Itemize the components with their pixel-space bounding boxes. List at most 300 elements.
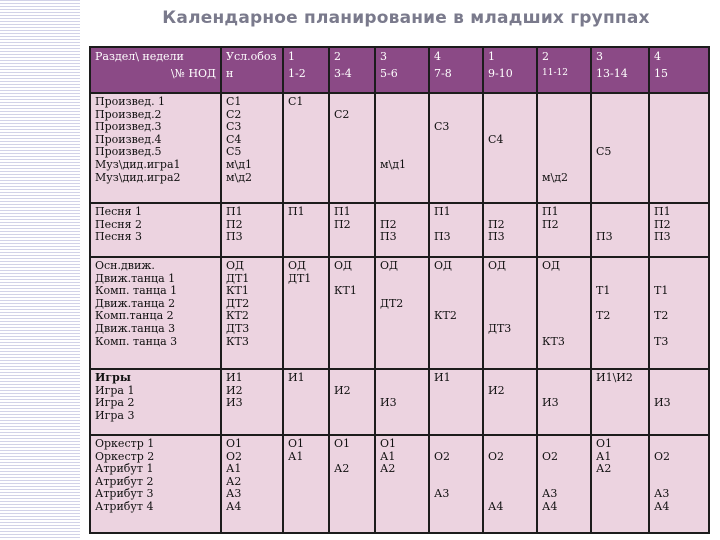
cell-line: С5 bbox=[226, 146, 242, 159]
cell-line bbox=[650, 172, 708, 185]
cell-line: ДТ2 bbox=[226, 297, 250, 310]
cell-line bbox=[650, 273, 708, 286]
cell-line bbox=[222, 410, 282, 423]
cell-line: А4 bbox=[488, 500, 504, 513]
cell-line: Игра 2 bbox=[95, 397, 135, 410]
cell-line bbox=[650, 323, 708, 336]
cell-line: Атрибут 4 bbox=[95, 500, 154, 513]
cell-line: П3 bbox=[596, 231, 613, 244]
cell-line bbox=[592, 397, 648, 410]
cell-line bbox=[538, 231, 590, 244]
cell-line bbox=[284, 397, 328, 410]
cell-line: м\д2 bbox=[226, 171, 253, 184]
cell-line: П2 bbox=[542, 218, 559, 231]
cell-line bbox=[430, 134, 482, 147]
cell-line: Муз\дид.игра1 bbox=[95, 158, 181, 171]
cell-line: м\д1 bbox=[380, 158, 407, 171]
week-plan-cell bbox=[649, 203, 709, 257]
cell-line bbox=[592, 410, 648, 423]
header-conditions-sublabel: н bbox=[226, 67, 234, 80]
cell-line bbox=[538, 410, 590, 423]
section-codes-cell bbox=[221, 369, 283, 435]
cell-line bbox=[650, 159, 708, 172]
cell-line bbox=[430, 463, 482, 476]
week-plan-cell bbox=[537, 369, 591, 435]
cell-line: м\д1 bbox=[226, 158, 253, 171]
cell-line: С2 bbox=[334, 108, 350, 121]
cell-line bbox=[484, 410, 536, 423]
cell-line bbox=[284, 285, 328, 298]
cell-line: А1 bbox=[288, 450, 304, 463]
cell-line: Атрибут 1 bbox=[95, 463, 154, 476]
cell-line: А2 bbox=[380, 463, 396, 476]
cell-line bbox=[330, 146, 374, 159]
cell-line bbox=[430, 336, 482, 349]
header-month-number: 3 bbox=[380, 50, 387, 63]
cell-line bbox=[538, 323, 590, 336]
cell-line bbox=[330, 121, 374, 134]
week-plan-cell bbox=[537, 203, 591, 257]
cell-line bbox=[330, 310, 374, 323]
section-labels-cell bbox=[90, 203, 221, 257]
week-plan-cell bbox=[537, 435, 591, 533]
cell-line bbox=[430, 298, 482, 311]
cell-line: Произвед. 1 bbox=[95, 96, 166, 108]
cell-line bbox=[284, 298, 328, 311]
cell-line bbox=[376, 146, 428, 159]
cell-line: С4 bbox=[226, 133, 242, 146]
cell-line: О2 bbox=[542, 450, 559, 463]
cell-line: П3 bbox=[488, 231, 505, 244]
cell-line bbox=[484, 96, 536, 109]
cell-line bbox=[284, 476, 328, 489]
cell-line bbox=[284, 336, 328, 349]
cell-line bbox=[592, 172, 648, 185]
cell-line: А1 bbox=[596, 450, 612, 463]
cell-line: Т3 bbox=[654, 335, 669, 348]
cell-line: П1 bbox=[226, 206, 243, 218]
header-week-cell bbox=[375, 47, 429, 93]
cell-line: О2 bbox=[488, 450, 505, 463]
week-plan-cell bbox=[649, 257, 709, 369]
cell-line bbox=[592, 323, 648, 336]
cell-line: П3 bbox=[380, 231, 397, 244]
cell-line bbox=[592, 109, 648, 122]
week-plan-cell bbox=[329, 435, 375, 533]
section-row bbox=[90, 203, 709, 257]
cell-line bbox=[430, 397, 482, 410]
cell-line: Песня 3 bbox=[95, 231, 143, 244]
cell-line bbox=[376, 310, 428, 323]
week-plan-cell bbox=[375, 369, 429, 435]
cell-line bbox=[484, 206, 536, 219]
cell-line: А2 bbox=[596, 463, 612, 476]
cell-line: ДТ2 bbox=[380, 297, 404, 310]
cell-line bbox=[430, 96, 482, 109]
cell-line: ОД bbox=[542, 260, 560, 272]
cell-line: И3 bbox=[380, 397, 397, 410]
header-week-range: 9-10 bbox=[488, 67, 513, 80]
cell-line bbox=[650, 385, 708, 398]
cell-line bbox=[330, 397, 374, 410]
week-plan-cell bbox=[429, 435, 483, 533]
cell-line bbox=[650, 463, 708, 476]
cell-line bbox=[376, 121, 428, 134]
cell-line: КТ1 bbox=[334, 285, 357, 298]
cell-line bbox=[592, 476, 648, 489]
header-conditions-label: Усл.обоз bbox=[226, 50, 277, 63]
week-plan-cell bbox=[429, 257, 483, 369]
cell-line bbox=[592, 219, 648, 232]
cell-line: И3 bbox=[654, 397, 671, 410]
week-plan-cell bbox=[537, 257, 591, 369]
cell-line: О2 bbox=[654, 450, 671, 463]
cell-line: И1 bbox=[226, 372, 243, 384]
week-plan-cell bbox=[329, 369, 375, 435]
cell-line bbox=[376, 488, 428, 501]
cell-line bbox=[330, 451, 374, 464]
header-week-cell bbox=[483, 47, 537, 93]
cell-line bbox=[484, 397, 536, 410]
header-section-sublabel: \№ НОД bbox=[170, 67, 216, 80]
cell-line bbox=[284, 146, 328, 159]
cell-line bbox=[592, 336, 648, 349]
cell-line bbox=[538, 134, 590, 147]
header-week-range: 13-14 bbox=[596, 67, 628, 80]
cell-line bbox=[592, 206, 648, 219]
cell-line: И3 bbox=[226, 397, 243, 410]
header-week-range: 1-2 bbox=[288, 67, 306, 80]
cell-line bbox=[430, 323, 482, 336]
section-labels-cell bbox=[90, 369, 221, 435]
section-codes-cell bbox=[221, 435, 283, 533]
week-plan-cell bbox=[283, 369, 329, 435]
cell-line bbox=[376, 273, 428, 286]
cell-line bbox=[484, 336, 536, 349]
header-month-number: 2 bbox=[542, 50, 549, 63]
page-title: Календарное планирование в младших группах bbox=[162, 8, 650, 28]
cell-line bbox=[284, 231, 328, 244]
cell-line bbox=[330, 172, 374, 185]
cell-line: КТ3 bbox=[226, 335, 249, 348]
cell-line: И3 bbox=[542, 397, 559, 410]
cell-line: П3 bbox=[226, 231, 243, 244]
cell-line: ОД bbox=[288, 260, 306, 272]
cell-line bbox=[430, 501, 482, 514]
cell-line bbox=[484, 488, 536, 501]
cell-line bbox=[284, 385, 328, 398]
week-plan-cell bbox=[649, 93, 709, 203]
cell-line: О2 bbox=[434, 450, 451, 463]
cell-line: П2 bbox=[488, 218, 505, 231]
cell-line: Произвед.2 bbox=[95, 108, 162, 121]
cell-line bbox=[650, 134, 708, 147]
header-section-label: Раздел\ недели bbox=[95, 50, 184, 63]
cell-line: А3 bbox=[654, 488, 670, 501]
cell-line bbox=[284, 134, 328, 147]
cell-line: А1 bbox=[380, 450, 396, 463]
cell-line bbox=[484, 109, 536, 122]
cell-line: Песня 2 bbox=[95, 218, 143, 231]
week-plan-cell bbox=[483, 435, 537, 533]
header-month-number: 1 bbox=[488, 50, 495, 63]
header-month-number: 2 bbox=[334, 50, 341, 63]
week-plan-cell bbox=[483, 203, 537, 257]
cell-line bbox=[330, 372, 374, 385]
week-plan-cell bbox=[429, 93, 483, 203]
cell-line: Песня 1 bbox=[95, 206, 143, 218]
cell-line bbox=[484, 310, 536, 323]
header-week-cell bbox=[283, 47, 329, 93]
cell-line: О1 bbox=[380, 438, 397, 450]
cell-line: Муз\дид.игра2 bbox=[95, 171, 181, 184]
cell-line bbox=[538, 121, 590, 134]
cell-line: П1 bbox=[654, 206, 671, 218]
cell-line bbox=[538, 109, 590, 122]
cell-line bbox=[430, 172, 482, 185]
cell-line bbox=[376, 336, 428, 349]
cell-line: Т2 bbox=[596, 310, 611, 323]
cell-line bbox=[538, 310, 590, 323]
week-plan-cell bbox=[649, 435, 709, 533]
cell-line: И1 bbox=[434, 372, 451, 384]
cell-line bbox=[376, 410, 428, 423]
cell-line: С1 bbox=[288, 96, 304, 108]
cell-line bbox=[430, 273, 482, 286]
cell-line bbox=[650, 121, 708, 134]
header-week-range: 5-6 bbox=[380, 67, 398, 80]
week-plan-cell bbox=[429, 369, 483, 435]
cell-line bbox=[330, 323, 374, 336]
cell-line: Осн.движ. bbox=[95, 260, 155, 272]
cell-line: Оркестр 1 bbox=[95, 438, 155, 450]
cell-line: И1\И2 bbox=[596, 372, 633, 384]
cell-line bbox=[376, 109, 428, 122]
cell-line: ДТ3 bbox=[488, 322, 512, 335]
cell-line bbox=[430, 438, 482, 451]
cell-line bbox=[330, 476, 374, 489]
header-week-range: 15 bbox=[654, 67, 668, 80]
cell-line bbox=[330, 273, 374, 286]
cell-line bbox=[484, 476, 536, 489]
cell-line: Движ.танца 2 bbox=[95, 297, 176, 310]
cell-line bbox=[538, 385, 590, 398]
week-plan-cell bbox=[329, 203, 375, 257]
cell-line bbox=[592, 96, 648, 109]
cell-line: Т1 bbox=[654, 285, 669, 298]
week-plan-cell bbox=[591, 93, 649, 203]
cell-line: П3 bbox=[434, 231, 451, 244]
cell-line bbox=[484, 438, 536, 451]
cell-line bbox=[284, 310, 328, 323]
week-plan-cell bbox=[375, 93, 429, 203]
cell-line: П2 bbox=[334, 218, 351, 231]
header-conditions-cell bbox=[221, 47, 283, 93]
cell-line bbox=[376, 501, 428, 514]
cell-line: Произвед.4 bbox=[95, 133, 162, 146]
week-plan-cell bbox=[329, 257, 375, 369]
cell-line: Т1 bbox=[596, 285, 611, 298]
week-plan-cell bbox=[375, 257, 429, 369]
cell-line: О2 bbox=[226, 450, 243, 463]
cell-line: ОД bbox=[434, 260, 452, 272]
cell-line: Комп. танца 3 bbox=[95, 335, 178, 348]
cell-line: П1 bbox=[334, 206, 351, 218]
cell-line bbox=[538, 438, 590, 451]
cell-line bbox=[284, 463, 328, 476]
cell-line: А2 bbox=[226, 475, 242, 488]
cell-line bbox=[430, 285, 482, 298]
cell-line bbox=[538, 96, 590, 109]
cell-line: КТ2 bbox=[226, 310, 249, 323]
cell-line bbox=[484, 372, 536, 385]
cell-line: А1 bbox=[226, 463, 242, 476]
cell-line: С3 bbox=[226, 121, 242, 134]
cell-line bbox=[538, 463, 590, 476]
cell-line bbox=[284, 410, 328, 423]
section-row bbox=[90, 93, 709, 203]
cell-line: С4 bbox=[488, 133, 504, 146]
cell-line bbox=[376, 476, 428, 489]
cell-line: А4 bbox=[542, 500, 558, 513]
cell-line bbox=[430, 109, 482, 122]
cell-line: Движ.танца 3 bbox=[95, 322, 176, 335]
cell-line: ДТ3 bbox=[226, 322, 250, 335]
cell-line: Атрибут 2 bbox=[95, 475, 154, 488]
cell-line: А3 bbox=[226, 488, 242, 501]
header-week-cell bbox=[537, 47, 591, 93]
cell-line bbox=[484, 146, 536, 159]
cell-line bbox=[538, 298, 590, 311]
section-labels-cell bbox=[90, 257, 221, 369]
cell-line: ДТ1 bbox=[288, 272, 312, 285]
header-week-range: 7-8 bbox=[434, 67, 452, 80]
cell-line bbox=[284, 219, 328, 232]
cell-line: П3 bbox=[654, 231, 671, 244]
cell-line bbox=[592, 273, 648, 286]
cell-line: Атрибут 3 bbox=[95, 488, 154, 501]
week-plan-cell bbox=[375, 435, 429, 533]
cell-line bbox=[592, 134, 648, 147]
cell-line: А3 bbox=[542, 488, 558, 501]
cell-line: С1 bbox=[226, 96, 242, 108]
cell-line: П2 bbox=[654, 218, 671, 231]
cell-line bbox=[330, 231, 374, 244]
cell-line: Движ.танца 1 bbox=[95, 272, 176, 285]
cell-line bbox=[484, 273, 536, 286]
cell-line bbox=[592, 298, 648, 311]
cell-line bbox=[330, 159, 374, 172]
week-plan-cell bbox=[483, 369, 537, 435]
header-week-cell bbox=[591, 47, 649, 93]
cell-line bbox=[538, 285, 590, 298]
cell-line: ОД bbox=[488, 260, 506, 272]
header-week-cell bbox=[649, 47, 709, 93]
cell-line bbox=[538, 159, 590, 172]
week-plan-cell bbox=[483, 257, 537, 369]
cell-line: Комп.танца 2 bbox=[95, 310, 174, 323]
week-plan-cell bbox=[283, 203, 329, 257]
cell-line bbox=[376, 285, 428, 298]
cell-line bbox=[650, 146, 708, 159]
week-plan-cell bbox=[483, 93, 537, 203]
cell-line bbox=[538, 372, 590, 385]
cell-line bbox=[284, 488, 328, 501]
cell-line: П1 bbox=[434, 206, 451, 218]
section-labels-cell bbox=[90, 435, 221, 533]
week-plan-cell bbox=[591, 435, 649, 533]
cell-line: О1 bbox=[226, 438, 243, 450]
cell-line: П2 bbox=[226, 218, 243, 231]
week-plan-cell bbox=[591, 369, 649, 435]
cell-line bbox=[538, 273, 590, 286]
cell-line bbox=[376, 134, 428, 147]
section-row bbox=[90, 369, 709, 435]
week-plan-cell bbox=[649, 369, 709, 435]
cell-line bbox=[376, 372, 428, 385]
cell-line bbox=[376, 172, 428, 185]
cell-line bbox=[330, 410, 374, 423]
week-plan-cell bbox=[283, 257, 329, 369]
cell-line bbox=[430, 476, 482, 489]
cell-line: Т2 bbox=[654, 310, 669, 323]
header-week-cell bbox=[429, 47, 483, 93]
header-week-cell bbox=[329, 47, 375, 93]
week-plan-cell bbox=[283, 435, 329, 533]
cell-line bbox=[284, 172, 328, 185]
header-month-number: 1 bbox=[288, 50, 295, 63]
cell-line bbox=[650, 438, 708, 451]
cell-line bbox=[592, 501, 648, 514]
week-plan-cell bbox=[591, 257, 649, 369]
cell-line: Игра 1 bbox=[95, 384, 135, 397]
cell-line bbox=[284, 501, 328, 514]
cell-line bbox=[650, 372, 708, 385]
cell-line bbox=[330, 96, 374, 109]
cell-line bbox=[592, 488, 648, 501]
cell-line: ОД bbox=[226, 260, 244, 272]
cell-line: А4 bbox=[226, 500, 242, 513]
cell-line: КТ2 bbox=[434, 310, 457, 323]
cell-line bbox=[330, 134, 374, 147]
header-section-cell bbox=[90, 47, 221, 93]
header-row bbox=[90, 47, 709, 93]
cell-line: С5 bbox=[596, 146, 612, 159]
cell-line: ОД bbox=[334, 260, 352, 272]
cell-line: О1 bbox=[334, 438, 351, 450]
cell-line bbox=[650, 96, 708, 109]
cell-line bbox=[484, 121, 536, 134]
cell-line: Игра 3 bbox=[95, 409, 135, 422]
cell-line: КТ3 bbox=[542, 335, 565, 348]
section-labels-cell bbox=[90, 93, 221, 203]
cell-line bbox=[330, 298, 374, 311]
header-week-range: 11-12 bbox=[542, 68, 568, 78]
cell-line bbox=[592, 159, 648, 172]
cell-line: ДТ1 bbox=[226, 272, 250, 285]
cell-line: А2 bbox=[334, 463, 350, 476]
cell-line bbox=[376, 323, 428, 336]
cell-line: И2 bbox=[226, 384, 243, 397]
cell-line bbox=[484, 285, 536, 298]
cell-line: И2 bbox=[488, 384, 505, 397]
header-month-number: 4 bbox=[434, 50, 441, 63]
cell-line bbox=[430, 410, 482, 423]
section-codes-cell bbox=[221, 257, 283, 369]
cell-line bbox=[284, 121, 328, 134]
cell-line bbox=[592, 121, 648, 134]
header-month-number: 4 bbox=[654, 50, 661, 63]
